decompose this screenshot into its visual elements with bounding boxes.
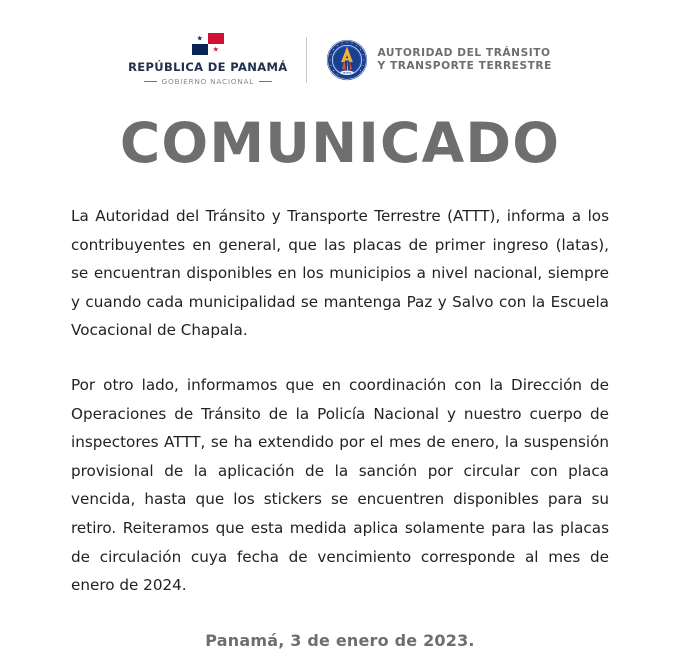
flag-quadrant-bottom-left	[192, 44, 208, 55]
page-header	[0, 0, 680, 86]
flag-quadrant-top-left	[192, 33, 208, 44]
agency-name-line2: Y TRANSPORTE TERRESTRE	[377, 59, 552, 72]
body-paragraph-1: La Autoridad del Tránsito y Transporte Terrestre (ATTT), informa a los contribuyentes en general, que las placas de primer ingreso (latas), se encuentran disponibles en los municipios a nivel nacional, siempre y cuando cada municipalidad se mantenga Paz y Salvo con la Escuela Vocacional de Chapala.	[71, 207, 609, 340]
government-title: REPÚBLICA DE PANAMÁ	[128, 60, 288, 74]
agency-logo-block	[307, 39, 551, 81]
body-paragraph-2: Por otro lado, informamos que en coordinación con la Dirección de Operaciones de Tránsito de la Policía Nacional y nuestro cuerpo de inspectores ATTT, se ha extendido por el mes de enero, la suspensión provisional de la aplicación de la sanción por circular con placa vencida, hasta que los stickers se encuentren disponibles para su retiro. Reiteramos que esta medida aplica solamente para las placas de circulación cuya fecha de vencimiento corresponde al mes de enero de 2024.	[71, 375, 609, 595]
agency-name	[377, 47, 551, 73]
header-logos	[128, 33, 552, 86]
dash-left-icon	[144, 81, 157, 82]
dash-right-icon	[259, 81, 272, 82]
document-body	[71, 171, 609, 600]
page-title: COMUNICADO	[119, 111, 561, 175]
panama-flag-icon	[192, 33, 224, 55]
agency-name-line1: AUTORIDAD DEL TRÁNSITO	[377, 46, 551, 59]
flag-quadrant-top-right	[208, 33, 224, 44]
government-subtitle-row	[144, 77, 273, 86]
red-star-icon: ★	[212, 45, 219, 53]
attt-seal-icon	[326, 39, 368, 81]
flag-quadrant-bottom-right	[208, 44, 224, 55]
government-subtitle: GOBIERNO NACIONAL	[161, 77, 255, 86]
blue-star-icon: ★	[196, 34, 203, 42]
svg-text:PANAMÁ: PANAMÁ	[343, 72, 352, 75]
government-logo-block	[128, 33, 306, 86]
dateline: Panamá, 3 de enero de 2023.	[205, 630, 475, 650]
